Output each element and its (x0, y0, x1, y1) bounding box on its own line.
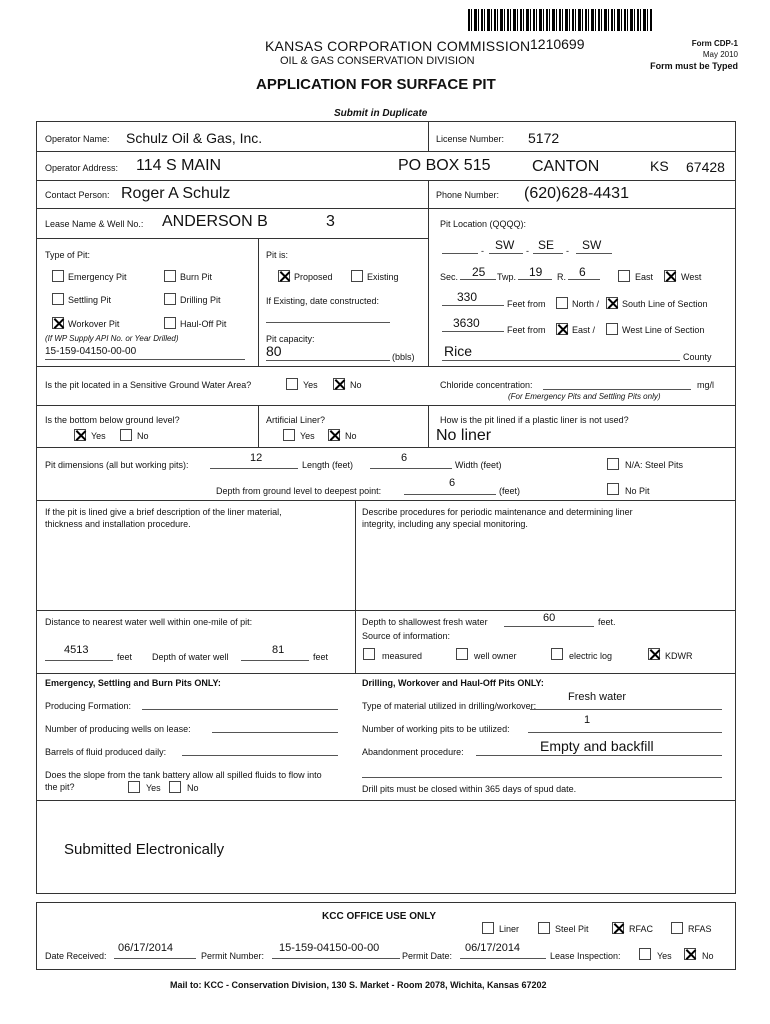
bottom-yes-label: Yes (91, 431, 106, 441)
range-value[interactable]: 6 (579, 265, 586, 279)
existing-date-field[interactable] (266, 322, 390, 323)
kcc-rfac-label: RFAC (629, 924, 654, 934)
east-checkbox[interactable] (618, 270, 630, 282)
na-steel-checkbox[interactable] (607, 458, 619, 470)
kcc-steel-pit-label: Steel Pit (555, 924, 589, 934)
bottom-below-label: Is the bottom below ground level? (45, 415, 180, 425)
kcc-heading: KCC OFFICE USE ONLY (322, 911, 437, 922)
depth-well-feet-label: feet (313, 652, 329, 662)
width-label: Width (feet) (455, 460, 502, 470)
well-number-value[interactable]: 3 (326, 213, 335, 230)
material-label: Type of material utilized in drilling/workover: (362, 701, 537, 711)
working-pits-label: Number of working pits to be utilized: (362, 724, 510, 734)
south-line-label: South Line of Section (622, 299, 708, 309)
abandonment-label: Abandonment procedure: (362, 747, 464, 757)
fresh-water-label: Depth to shallowest fresh water (362, 617, 488, 627)
phone-value[interactable]: (620)628-4431 (524, 185, 629, 202)
settling-pit-label: Settling Pit (68, 295, 112, 305)
lease-inspection-label: Lease Inspection: (550, 951, 621, 961)
kcc-liner-label: Liner (499, 924, 520, 934)
contact-value[interactable]: Roger A Schulz (121, 185, 231, 202)
distance-feet-label: feet (117, 652, 133, 662)
permit-date-label: Permit Date: (402, 951, 453, 961)
distance-label: Distance to nearest water well within one-mile of pit: (45, 617, 253, 627)
slope-yes-label: Yes (146, 783, 161, 793)
operator-address-label: Operator Address: (45, 163, 119, 173)
kdwr-checkbox[interactable] (648, 648, 660, 660)
pit-dimensions-label: Pit dimensions (all but working pits): (45, 460, 189, 470)
lease-label: Lease Name & Well No.: (45, 219, 144, 229)
drilling-pit-checkbox[interactable] (164, 293, 176, 305)
bottom-no-checkbox[interactable] (120, 429, 132, 441)
distance-value[interactable]: 4513 (64, 644, 89, 656)
quarter-3-value[interactable]: SW (582, 238, 602, 252)
na-steel-label: N/A: Steel Pits (625, 460, 684, 470)
agency-name: KANSAS CORPORATION COMMISSION (265, 38, 531, 54)
east-line-label: East / (572, 325, 596, 335)
mail-to-address: Mail to: KCC - Conservation Division, 130 S. Market - Room 2078, Wichita, Kansas 67202 (170, 980, 547, 990)
depth-value[interactable]: 6 (449, 477, 456, 489)
range-label: R. (557, 272, 566, 282)
bottom-yes-checkbox[interactable] (74, 429, 86, 441)
num-wells-label: Number of producing wells on lease: (45, 724, 191, 734)
chloride-label: Chloride concentration: (440, 380, 533, 390)
how-lined-label: How is the pit lined if a plastic liner is not used? (440, 415, 629, 425)
barrels-field[interactable] (182, 755, 338, 756)
type-of-pit-label: Type of Pit: (45, 250, 91, 260)
emergency-heading: Emergency, Settling and Burn Pits ONLY: (45, 678, 221, 688)
feet-from-label-1: Feet from (507, 299, 546, 309)
sensitive-label: Is the pit located in a Sensitive Ground Water Area? (45, 380, 252, 390)
north-checkbox[interactable] (556, 297, 568, 309)
drilling-pit-label: Drilling Pit (180, 295, 221, 305)
west-checkbox[interactable] (664, 270, 676, 282)
north-label: North / (572, 299, 600, 309)
liner-no-checkbox[interactable] (328, 429, 340, 441)
haul-off-pit-checkbox[interactable] (164, 317, 176, 329)
depth-label: Depth from ground level to deepest point: (216, 486, 382, 496)
po-box-value[interactable]: PO BOX 515 (398, 157, 491, 174)
liner-yes-label: Yes (300, 431, 315, 441)
drilling-heading: Drilling, Workover and Haul-Off Pits ONLY: (362, 678, 544, 688)
permit-date-value[interactable]: 06/17/2014 (465, 942, 521, 954)
workover-pit-checkbox[interactable] (52, 317, 64, 329)
feet-ew-value[interactable]: 3630 (453, 316, 480, 330)
barcode-number: 1210699 (530, 36, 585, 52)
haul-off-pit-label: Haul-Off Pit (180, 319, 227, 329)
chloride-note: (For Emergency Pits and Settling Pits only) (508, 392, 661, 401)
east-line-checkbox[interactable] (556, 323, 568, 335)
sec-label: Sec. (440, 272, 459, 282)
settling-pit-checkbox[interactable] (52, 293, 64, 305)
fresh-water-feet-label: feet. (598, 617, 616, 627)
working-pits-value[interactable]: 1 (584, 714, 591, 726)
depth-well-label: Depth of water well (152, 652, 229, 662)
south-checkbox[interactable] (606, 297, 618, 309)
feet-ns-value[interactable]: 330 (457, 290, 478, 304)
liner-yes-checkbox[interactable] (283, 429, 295, 441)
electric-log-label: electric log (569, 651, 613, 661)
west-line-label: West Line of Section (622, 325, 705, 335)
subtitle: Submit in Duplicate (334, 108, 428, 119)
length-label: Length (feet) (302, 460, 354, 470)
zip-value[interactable]: 67428 (686, 159, 725, 175)
county-value[interactable]: Rice (444, 343, 473, 359)
proposed-checkbox[interactable] (278, 270, 290, 282)
permit-number-value[interactable]: 15-159-04150-00-00 (279, 942, 380, 954)
api-note: (If WP Supply API No. or Year Drilled) (45, 334, 179, 343)
bottom-no-label: No (137, 431, 149, 441)
num-wells-field[interactable] (212, 732, 338, 733)
producing-field[interactable] (142, 709, 338, 710)
liner-no-label: No (345, 431, 357, 441)
west-label: West (681, 272, 702, 282)
kdwr-label: KDWR (665, 651, 693, 661)
form-date: May 2010 (702, 50, 738, 59)
license-label: License Number: (436, 134, 505, 144)
west-line-checkbox[interactable] (606, 323, 618, 335)
proposed-label: Proposed (294, 272, 333, 282)
burn-pit-label: Burn Pit (180, 272, 213, 282)
sensitive-no-label: No (350, 380, 362, 390)
feet-from-label-2: Feet from (507, 325, 546, 335)
kcc-steel-pit-checkbox[interactable] (538, 922, 550, 934)
drill-pits-note: Drill pits must be closed within 365 days of spud date. (362, 784, 577, 794)
workover-pit-label: Workover Pit (68, 319, 120, 329)
twp-label: Twp. (497, 272, 517, 282)
operator-name-value[interactable]: Schulz Oil & Gas, Inc. (126, 130, 263, 146)
date-received-label: Date Received: (45, 951, 107, 961)
electric-log-checkbox[interactable] (551, 648, 563, 660)
liner-description-label: If the pit is lined give a brief description of the liner material, thickness and installation procedure. (45, 507, 282, 529)
depth-well-value[interactable]: 81 (272, 644, 285, 656)
material-value[interactable]: Fresh water (568, 691, 627, 703)
slope-no-label: No (187, 783, 199, 793)
city-value[interactable]: CANTON (532, 158, 600, 175)
measured-label: measured (382, 651, 423, 661)
sensitive-yes-label: Yes (303, 380, 318, 390)
quarter-1-value[interactable]: SW (495, 238, 515, 252)
twp-value[interactable]: 19 (529, 265, 543, 279)
lease-inspection-no-checkbox[interactable] (684, 948, 696, 960)
state-value[interactable]: KS (650, 158, 669, 174)
emergency-pit-label: Emergency Pit (68, 272, 127, 282)
kcc-rfas-checkbox[interactable] (671, 922, 683, 934)
producing-label: Producing Formation: (45, 701, 132, 711)
date-received-value[interactable]: 06/17/2014 (118, 942, 174, 954)
page-title: APPLICATION FOR SURFACE PIT (256, 76, 496, 93)
well-owner-label: well owner (474, 651, 517, 661)
quarter-2-value[interactable]: SE (538, 238, 555, 252)
operator-address-value[interactable]: 114 S MAIN (136, 157, 222, 174)
abandonment-value[interactable]: Empty and backfill (540, 738, 654, 754)
submitted-electronically: Submitted Electronically (64, 841, 225, 858)
depth-feet-label: (feet) (499, 486, 521, 496)
lease-value[interactable]: ANDERSON B (162, 213, 268, 230)
phone-label: Phone Number: (436, 190, 500, 200)
lease-inspection-yes-checkbox[interactable] (639, 948, 651, 960)
division-name: OIL & GAS CONSERVATION DIVISION (280, 55, 475, 67)
kcc-liner-checkbox[interactable] (482, 922, 494, 934)
kcc-rfas-label: RFAS (688, 924, 712, 934)
bbls-label: (bbls) (392, 352, 415, 362)
source-label: Source of information: (362, 631, 451, 641)
slope-yes-checkbox[interactable] (128, 781, 140, 793)
emergency-pit-checkbox[interactable] (52, 270, 64, 282)
no-pit-label: No Pit (625, 486, 650, 496)
measured-checkbox[interactable] (363, 648, 375, 660)
barrels-label: Barrels of fluid produced daily: (45, 747, 167, 757)
east-label: East (635, 272, 654, 282)
api-value[interactable]: 15-159-04150-00-00 (45, 346, 137, 357)
width-value[interactable]: 6 (401, 452, 408, 464)
length-value[interactable]: 12 (250, 452, 263, 464)
existing-label: Existing (367, 272, 399, 282)
how-lined-value[interactable]: No liner (436, 427, 492, 444)
existing-date-label: If Existing, date constructed: (266, 296, 380, 306)
license-value[interactable]: 5172 (528, 130, 560, 146)
existing-checkbox[interactable] (351, 270, 363, 282)
artificial-liner-label: Artificial Liner? (266, 415, 326, 425)
mgl-label: mg/l (697, 380, 715, 390)
burn-pit-checkbox[interactable] (164, 270, 176, 282)
slope-no-checkbox[interactable] (169, 781, 181, 793)
no-pit-checkbox[interactable] (607, 483, 619, 495)
permit-number-label: Permit Number: (201, 951, 265, 961)
chloride-field[interactable] (543, 389, 691, 390)
capacity-value[interactable]: 80 (266, 343, 282, 359)
maintenance-label: Describe procedures for periodic maintenance and determining liner integrity, including any special monitoring. (362, 507, 633, 529)
contact-label: Contact Person: (45, 190, 110, 200)
barcode (468, 9, 652, 31)
capacity-label: Pit capacity: (266, 334, 315, 344)
sensitive-no-checkbox[interactable] (333, 378, 345, 390)
lease-inspection-yes-label: Yes (657, 951, 672, 961)
kcc-rfac-checkbox[interactable] (612, 922, 624, 934)
sec-value[interactable]: 25 (472, 265, 486, 279)
lease-inspection-no-label: No (702, 951, 714, 961)
pit-is-label: Pit is: (266, 250, 289, 260)
well-owner-checkbox[interactable] (456, 648, 468, 660)
typed-note: Form must be Typed (650, 61, 738, 71)
county-label: County (683, 352, 712, 362)
fresh-water-value[interactable]: 60 (543, 612, 556, 624)
pit-location-label: Pit Location (QQQQ): (440, 219, 527, 229)
sensitive-yes-checkbox[interactable] (286, 378, 298, 390)
operator-name-label: Operator Name: (45, 134, 110, 144)
slope-label: Does the slope from the tank battery allow all spilled fluids to flow into the pit? (45, 770, 322, 792)
form-id: Form CDP-1 (691, 39, 738, 48)
